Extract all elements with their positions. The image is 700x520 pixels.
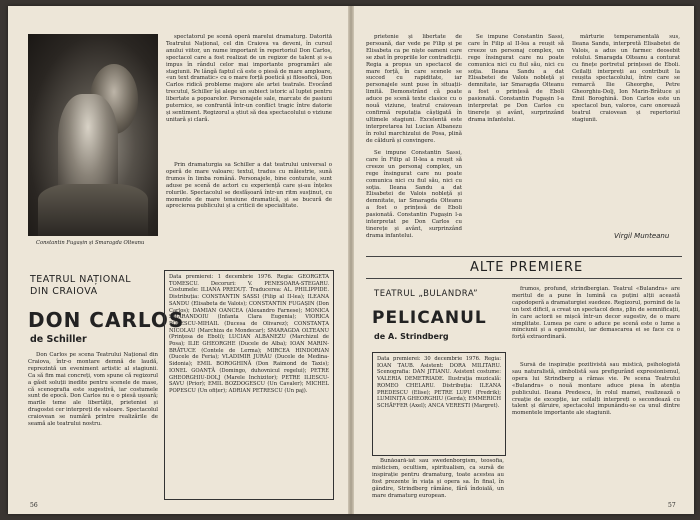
article-column-top: spectatorul pe scenă operă marelui dramaturg. Datorită Teatrului Național, cel din Craiova va deveni, în cursul anului viitor, un nume important în repertoriul Don Carlos, spectacol care a fost realizat de un regizor de talent și s-a impus în rândul celor mai importante programări ale stagiunii. Pe lângă faptul că este o piesă de mare amploare, «un text dramatic» cu o mare forță poetică și filosofică, Don Carlos ridică probleme majore ale artei teatrale. Evocând trecutul, Schiller își alege un subiect istoric al luptei pentru libertate a popoarelor. Personajele sale, marcate de pasiuni puternice, se confruntă într-un conflict tragic între datorie și sentiment. Regizorul a știut să dea spectacolului o viziune unitară și clară. bbox=[166, 34, 332, 123]
review-pelicanul-right: Sursă de inspirație pozitivistă sau mistică, psihologistă sau naturalistă, simbolistă sau prefigurând expresionismul, opera lui Strindberg a rămas vie. Pe scena Teatrului «Bulandra» o nouă montare aduce piesa în atenția publicului. Ileana Predescu, în rolul mamei, realizează o creație de excepție, iar ceilalți interpreți o secondează cu talent și dăruire, spectacolul impunându-se ca unul dintre momentele importante ale stagiunii. bbox=[512, 362, 680, 417]
right-page bbox=[352, 6, 694, 514]
left-page bbox=[8, 6, 350, 514]
magazine-spread bbox=[8, 6, 694, 514]
play-author: de Schiller bbox=[30, 334, 87, 345]
article-column-left: Don Carlos pe scena Teatrului Național din Craiova, într-o montare demnă de laudă, reprezintă un eveniment artistic al stagiunii. Ca să fim mai concreți, vom spune că regizorul a găsit soluții inedite pentru scenele de mase, că scenografia este sugestivă, iar costumele sunt de epocă. Don Carlos nu e o piesă ușoară; marile teme ale libertății, prieteniei și dragostei cer interpreți de valoare. Spectacolul craiovean se numără printre realizările de seamă ale teatrului nostru. bbox=[28, 352, 158, 428]
production-photo bbox=[28, 34, 158, 236]
review-column-3: mărturie temperamentală sus, Ileana Sandu, interpretă Elisabetei de Valois, a adus un farmec deosebit rolului. Smaragda Olteanu a conturat cu finețe portretul prințesei de Eboli. Ceilalți interpreți au contribuit la reușita spectacolului, între care se remarcă Ilie Gheorghe, Petre Gheorghiu-Dolj, Ion Marin-Brătuce și Emil Boroghină. Don Carlos este un spectacol bun, valoros, care onorează teatrul craiovean și repertoriul stagiunii. bbox=[572, 34, 680, 123]
section-title: ALTE PREMIERE bbox=[470, 260, 584, 275]
section-divider-bottom bbox=[366, 278, 682, 279]
page-number-right: 57 bbox=[668, 502, 676, 509]
cast-credits-box: Data premierei: 1 decembrie 1976. Regia: GEORGETA TOMESCU. Decoruri: V. PENESOARA-STEGARU. Costumele: ILIANA PREDUȚ. Traducerea: AL. PHILIPPIDE. Distribuția: CONSTANTIN SASSI (Filip al II-lea); ILEANA SANDU (Elisabeta de Valois); CONSTANTIN FUGAȘIN (Don Carlos); DAMIAN OANCEA (Alexandro Farnese); MONICA SMARANDOIU (Infanta Clara Eugenia); VIORICA POPESCU-MIHAIL (Ducesa de Olivarez); CONSTANȚA NICOLAU (Marchiza de Mondecar); SMARAGDA OLTEANU (Prințesa de Eboli); LUCIAN ALBANEZU (Marchizul de Posa); ILIE GHEORGHE (Ducele de Alba); IOAN MARIN-BRĂTUCE (Contele de Lerma); MIRCEA HINDORIAN (Ducele de Feria); VLADIMIR JURĂU (Ducele de Medina-Sidonia); EMIL BOROGHINĂ (Don Raimond de Taxis); IONEL GOANȚĂ (Domingo, duhovnicul regelui); PETRE GHEORGHIU-DOLJ (Marele Inchizitor); PETRE ILIESCU-SAVU (Prior); EMIL BOZDOGESCU (Un Cavaler); MICHEL POPESCU (Un ofițer); ADRIAN PETRESCU (Un paj). bbox=[164, 270, 334, 500]
review-pelicanul-left: Bunăoară-iat sau swedenborgism, teosofia, misticism, ocultism, spiritualism, ca sursă de inspirație pentru dramaturg, toate acestea au fost prezente în viața și opera sa. În final, în gândire, Strindberg rămâne, fără îndoială, un mare dramaturg european. bbox=[372, 458, 504, 499]
play-author-strindberg: de A. Strindberg bbox=[374, 332, 449, 341]
photo-caption: Constantin Fugașin și Smaragda Olteanu bbox=[36, 240, 145, 246]
photo-foreground bbox=[38, 184, 148, 236]
play-title: DON CARLOS bbox=[28, 308, 185, 332]
theatre-line-2: DIN CRAIOVA bbox=[30, 286, 98, 297]
review-signature: Virgil Munteanu bbox=[614, 232, 670, 240]
cast-credits-box-pelicanul: Data premierei: 30 decembrie 1976. Regia: IOAN TAUB. Asistent: DORA MILITARU. Scenografia: DAN JITIANU. Asistent costume: VALERIA DEMETRIADE. Ilustrația muzicală: ROMEO CHELARU. Distribuția: ILEANA PREDESCU (Elise); PETRE LUPU (Fredrik); LUMINIȚA GHEORGHIU (Gerda); EMMERICH SCHÄFFER (Axel); ANCA VERESTI (Margret). bbox=[372, 352, 506, 456]
section-divider-top bbox=[366, 256, 682, 257]
theatre-name-bulandra: TEATRUL „BULANDRA” bbox=[374, 289, 479, 299]
page-number-left: 56 bbox=[30, 502, 38, 509]
theatre-name bbox=[30, 274, 131, 298]
theatre-line-1: TEATRUL NAȚIONAL bbox=[30, 274, 132, 285]
play-title-pelicanul: PELICANUL bbox=[372, 308, 487, 328]
review-column-2: Se impune Constantin Sassi, care în Filip al II-lea a reușit să creeze un personaj complex, un rege însingurat care nu poate comunica nici cu fiul său, nici cu soția. Ileana Sandu a dat Elisabetei de Valois nobleță și demnitate, iar Smaragda Olteanu a fost o prințesă de Eboli pasionată. Constantin Fugașin l-a interpretat pe Don Carlos cu tinerețe și avânt, surprinzând drama infantelui. bbox=[366, 150, 462, 239]
review-column-2b: Se impune Constantin Sassi, care în Filip al II-lea a reușit să creeze un personaj complex, un rege însingurat care nu poate comunica nici cu fiul său, nici cu soția. Ileana Sandu a dat Elisabetei de Valois nobleță și demnitate, iar Smaragda Olteanu a fost o prințesă de Eboli pasionată. Constantin Fugașin l-a interpretat pe Don Carlos cu tinerețe și avânt, surprinzând drama infantelui. bbox=[468, 34, 564, 123]
review-column-1: prietenie și libertate de persoană, dar vede pe Filip și pe Elisabeta ca pe niște oameni care se zbat în propriile lor contradicții. Regia a propus un spectacol de mare forță, în care scenele se succed cu rapiditate, iar personajele sunt puse în situații-limită. Demonstrând că poate aduce pe scenă texte clasice cu o nouă viziune, teatrul craiovean confirmă reputația câștigată în ultimele stagiuni. Excelentă este interpretarea lui Lucian Albanezu în rolul marchizului de Posa, plină de căldură și convingere. bbox=[366, 34, 462, 144]
review-pelicanul-top: frumos, profund, strindbergian. Teatrul «Bulandra» are meritul de a pune în lumină ca puțini alții această capodoperă a dramaturgiei suedeze. Regizorul, pornind de la un text dificil, a creat un spectacol dens, plin de semnificații, în care actorii se mișcă într-un decor sugestiv, de o mare simplitate. Lumea pe care o aduce pe scenă este o lume a minciunii și a egoismului, iar demascarea ei se face cu o forță extraordinară. bbox=[512, 286, 680, 341]
article-column-mid: Prin dramaturgia sa Schiller a dat teatrului universal o operă de mare valoare; textul, tradus cu măiestrie, sună frumos în limba română. Personajele, bine conturate, sunt aduse pe scenă de actori cu experiență care și-au înțeles rolurile. Spectacolul se desfășoară într-un ritm susținut, cu momente de mare tensiune dramatică, și se bucură de aprecierea publicului și a criticii de specialitate. bbox=[166, 162, 332, 210]
